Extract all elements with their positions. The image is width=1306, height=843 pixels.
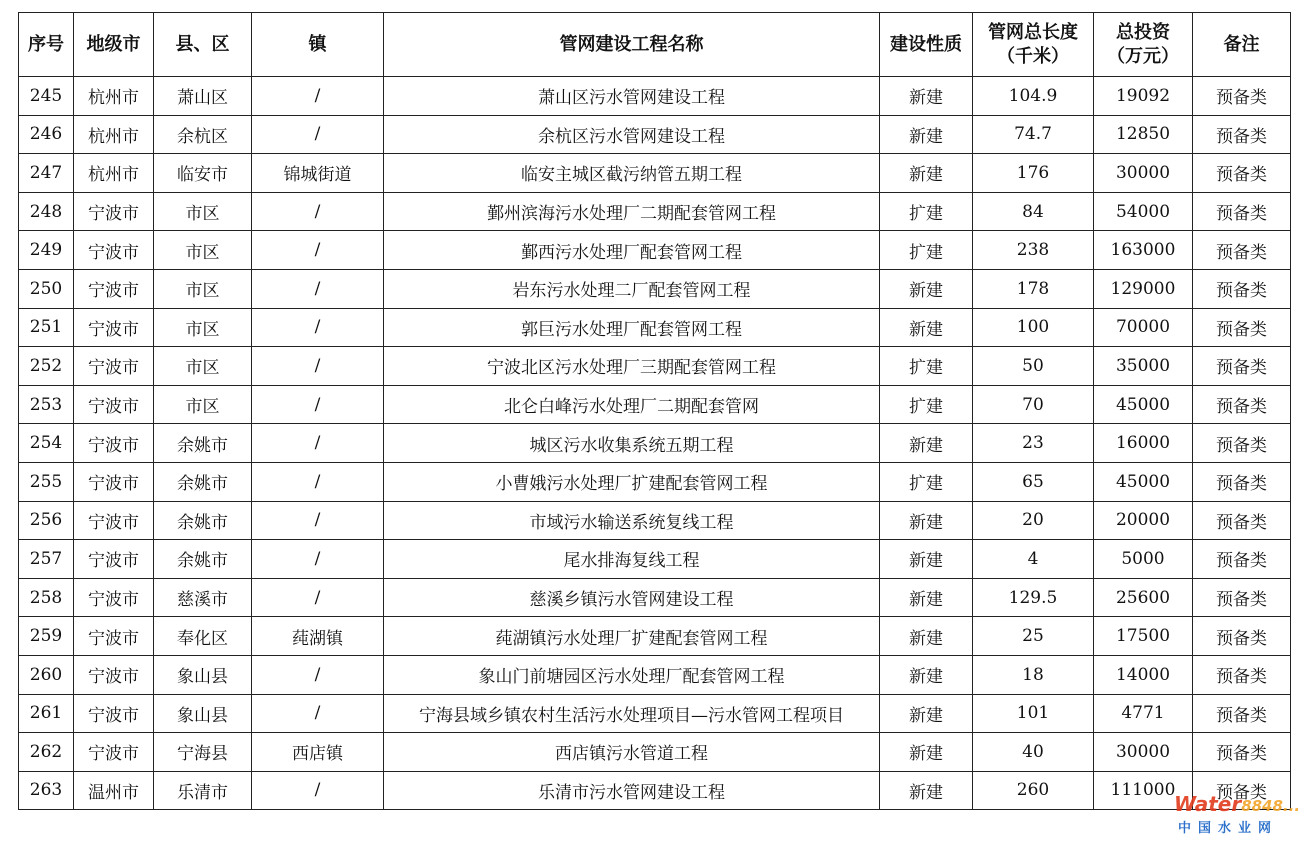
serial-cell: 248 xyxy=(19,192,74,231)
length-cell: 25 xyxy=(973,617,1094,656)
city-cell: 宁波市 xyxy=(74,733,154,772)
city-cell: 宁波市 xyxy=(74,617,154,656)
town-cell: 锦城街道 xyxy=(252,154,384,193)
construction-type-cell: 新建 xyxy=(880,115,973,154)
remark-cell: 预备类 xyxy=(1193,231,1291,270)
investment-cell: 45000 xyxy=(1094,462,1193,501)
length-cell: 50 xyxy=(973,347,1094,386)
project-name-cell: 鄞州滨海污水处理厂二期配套管网工程 xyxy=(384,192,880,231)
city-cell: 宁波市 xyxy=(74,462,154,501)
project-name-cell: 宁波北区污水处理厂三期配套管网工程 xyxy=(384,347,880,386)
serial-cell: 259 xyxy=(19,617,74,656)
city-cell: 宁波市 xyxy=(74,347,154,386)
table-row xyxy=(19,540,1291,579)
construction-type-cell: 新建 xyxy=(880,694,973,733)
investment-cell: 54000 xyxy=(1094,192,1193,231)
length-cell: 178 xyxy=(973,269,1094,308)
investment-cell: 16000 xyxy=(1094,424,1193,463)
construction-type-cell: 新建 xyxy=(880,578,973,617)
project-name-cell: 临安主城区截污纳管五期工程 xyxy=(384,154,880,193)
project-name-cell: 西店镇污水管道工程 xyxy=(384,733,880,772)
serial-cell: 258 xyxy=(19,578,74,617)
town-cell: 西店镇 xyxy=(252,733,384,772)
investment-cell: 19092 xyxy=(1094,77,1193,116)
city-cell: 宁波市 xyxy=(74,269,154,308)
header-label: 备注 xyxy=(1223,33,1260,55)
remark-cell: 预备类 xyxy=(1193,694,1291,733)
project-name-cell: 北仑白峰污水处理厂二期配套管网 xyxy=(384,385,880,424)
city-cell: 杭州市 xyxy=(74,77,154,116)
investment-cell: 70000 xyxy=(1094,308,1193,347)
length-cell: 129.5 xyxy=(973,578,1094,617)
town-cell: / xyxy=(252,269,384,308)
construction-type-cell: 新建 xyxy=(880,540,973,579)
col-length-header xyxy=(973,13,1094,77)
length-cell: 18 xyxy=(973,655,1094,694)
construction-type-cell: 新建 xyxy=(880,308,973,347)
county-cell: 余姚市 xyxy=(154,462,252,501)
project-name-cell: 乐清市污水管网建设工程 xyxy=(384,771,880,810)
investment-cell: 17500 xyxy=(1094,617,1193,656)
header-unit: （千米） xyxy=(997,45,1069,67)
remark-cell: 预备类 xyxy=(1193,308,1291,347)
town-cell: / xyxy=(252,694,384,733)
col-serial-header xyxy=(19,13,74,77)
col-town-header xyxy=(252,13,384,77)
construction-type-cell: 新建 xyxy=(880,771,973,810)
project-name-cell: 余杭区污水管网建设工程 xyxy=(384,115,880,154)
col-county-header xyxy=(154,13,252,77)
watermark-subtitle: 中国水业网 xyxy=(1178,821,1279,836)
table-row xyxy=(19,733,1291,772)
col-construction-type-header xyxy=(880,13,973,77)
construction-type-cell: 扩建 xyxy=(880,462,973,501)
header-label: 总投资 xyxy=(1116,21,1170,43)
construction-type-cell: 新建 xyxy=(880,655,973,694)
table-row xyxy=(19,694,1291,733)
county-cell: 宁海县 xyxy=(154,733,252,772)
serial-cell: 260 xyxy=(19,655,74,694)
construction-type-cell: 扩建 xyxy=(880,385,973,424)
county-cell: 市区 xyxy=(154,308,252,347)
table-row xyxy=(19,347,1291,386)
construction-type-cell: 扩建 xyxy=(880,192,973,231)
length-cell: 260 xyxy=(973,771,1094,810)
remark-cell: 预备类 xyxy=(1193,540,1291,579)
construction-type-cell: 新建 xyxy=(880,424,973,463)
project-name-cell: 慈溪乡镇污水管网建设工程 xyxy=(384,578,880,617)
header-unit: （万元） xyxy=(1107,45,1179,67)
remark-cell: 预备类 xyxy=(1193,347,1291,386)
county-cell: 市区 xyxy=(154,231,252,270)
table-header-row xyxy=(19,13,1291,77)
county-cell: 象山县 xyxy=(154,694,252,733)
header-label: 管网建设工程名称 xyxy=(559,33,704,55)
town-cell: / xyxy=(252,231,384,270)
length-cell: 100 xyxy=(973,308,1094,347)
county-cell: 市区 xyxy=(154,192,252,231)
header-label: 建设性质 xyxy=(890,33,962,55)
table-row xyxy=(19,154,1291,193)
city-cell: 宁波市 xyxy=(74,192,154,231)
length-cell: 23 xyxy=(973,424,1094,463)
city-cell: 宁波市 xyxy=(74,308,154,347)
city-cell: 宁波市 xyxy=(74,578,154,617)
table-row xyxy=(19,462,1291,501)
town-cell: / xyxy=(252,655,384,694)
town-cell: / xyxy=(252,308,384,347)
town-cell: / xyxy=(252,424,384,463)
length-cell: 70 xyxy=(973,385,1094,424)
construction-type-cell: 扩建 xyxy=(880,347,973,386)
col-remark-header xyxy=(1193,13,1291,77)
remark-cell: 预备类 xyxy=(1193,617,1291,656)
town-cell: / xyxy=(252,501,384,540)
county-cell: 慈溪市 xyxy=(154,578,252,617)
construction-type-cell: 新建 xyxy=(880,733,973,772)
county-cell: 余姚市 xyxy=(154,424,252,463)
serial-cell: 252 xyxy=(19,347,74,386)
project-name-cell: 宁海县域乡镇农村生活污水处理项目—污水管网工程项目 xyxy=(384,694,880,733)
construction-type-cell: 新建 xyxy=(880,77,973,116)
construction-type-cell: 扩建 xyxy=(880,231,973,270)
serial-cell: 262 xyxy=(19,733,74,772)
investment-cell: 12850 xyxy=(1094,115,1193,154)
remark-cell: 预备类 xyxy=(1193,269,1291,308)
county-cell: 象山县 xyxy=(154,655,252,694)
city-cell: 杭州市 xyxy=(74,154,154,193)
remark-cell: 预备类 xyxy=(1193,192,1291,231)
length-cell: 176 xyxy=(973,154,1094,193)
header-label: 管网总长度 xyxy=(988,21,1078,43)
town-cell: / xyxy=(252,347,384,386)
project-name-cell: 鄞西污水处理厂配套管网工程 xyxy=(384,231,880,270)
county-cell: 余姚市 xyxy=(154,501,252,540)
length-cell: 65 xyxy=(973,462,1094,501)
header-label: 地级市 xyxy=(86,33,141,55)
investment-cell: 35000 xyxy=(1094,347,1193,386)
town-cell: / xyxy=(252,462,384,501)
project-name-cell: 岩东污水处理二厂配套管网工程 xyxy=(384,269,880,308)
city-cell: 宁波市 xyxy=(74,385,154,424)
remark-cell: 预备类 xyxy=(1193,115,1291,154)
remark-cell: 预备类 xyxy=(1193,77,1291,116)
table-row xyxy=(19,501,1291,540)
serial-cell: 250 xyxy=(19,269,74,308)
project-name-cell: 郭巨污水处理厂配套管网工程 xyxy=(384,308,880,347)
serial-cell: 255 xyxy=(19,462,74,501)
investment-cell: 30000 xyxy=(1094,733,1193,772)
table-body xyxy=(19,77,1291,810)
watermark-logo-main: Water xyxy=(1174,792,1242,816)
table-row xyxy=(19,115,1291,154)
remark-cell: 预备类 xyxy=(1193,385,1291,424)
remark-cell: 预备类 xyxy=(1193,424,1291,463)
county-cell: 余杭区 xyxy=(154,115,252,154)
investment-cell: 14000 xyxy=(1094,655,1193,694)
construction-type-cell: 新建 xyxy=(880,154,973,193)
town-cell: / xyxy=(252,115,384,154)
town-cell: / xyxy=(252,385,384,424)
remark-cell: 预备类 xyxy=(1193,655,1291,694)
city-cell: 宁波市 xyxy=(74,655,154,694)
remark-cell: 预备类 xyxy=(1193,733,1291,772)
table-row xyxy=(19,424,1291,463)
watermark-logo-tail: 8848... xyxy=(1241,797,1301,815)
length-cell: 4 xyxy=(973,540,1094,579)
serial-cell: 249 xyxy=(19,231,74,270)
watermark xyxy=(1172,790,1302,838)
remark-cell: 预备类 xyxy=(1193,154,1291,193)
city-cell: 宁波市 xyxy=(74,501,154,540)
county-cell: 市区 xyxy=(154,347,252,386)
town-cell: / xyxy=(252,192,384,231)
project-name-cell: 萧山区污水管网建设工程 xyxy=(384,77,880,116)
remark-cell: 预备类 xyxy=(1193,462,1291,501)
town-cell: 莼湖镇 xyxy=(252,617,384,656)
length-cell: 40 xyxy=(973,733,1094,772)
table-row xyxy=(19,385,1291,424)
header-label: 镇 xyxy=(308,33,327,55)
col-investment-header xyxy=(1094,13,1193,77)
city-cell: 温州市 xyxy=(74,771,154,810)
investment-cell: 111000 xyxy=(1094,771,1193,810)
investment-cell: 163000 xyxy=(1094,231,1193,270)
table-row xyxy=(19,578,1291,617)
table-row xyxy=(19,77,1291,116)
length-cell: 74.7 xyxy=(973,115,1094,154)
length-cell: 84 xyxy=(973,192,1094,231)
table-row xyxy=(19,771,1291,810)
town-cell: / xyxy=(252,540,384,579)
length-cell: 104.9 xyxy=(973,77,1094,116)
project-name-cell: 莼湖镇污水处理厂扩建配套管网工程 xyxy=(384,617,880,656)
town-cell: / xyxy=(252,578,384,617)
table-row xyxy=(19,655,1291,694)
serial-cell: 263 xyxy=(19,771,74,810)
city-cell: 杭州市 xyxy=(74,115,154,154)
city-cell: 宁波市 xyxy=(74,694,154,733)
col-city-header xyxy=(74,13,154,77)
city-cell: 宁波市 xyxy=(74,424,154,463)
investment-cell: 30000 xyxy=(1094,154,1193,193)
table-row xyxy=(19,231,1291,270)
table-row xyxy=(19,308,1291,347)
construction-type-cell: 新建 xyxy=(880,269,973,308)
county-cell: 市区 xyxy=(154,385,252,424)
county-cell: 奉化区 xyxy=(154,617,252,656)
construction-type-cell: 新建 xyxy=(880,501,973,540)
project-name-cell: 小曹娥污水处理厂扩建配套管网工程 xyxy=(384,462,880,501)
investment-cell: 45000 xyxy=(1094,385,1193,424)
length-cell: 20 xyxy=(973,501,1094,540)
investment-cell: 129000 xyxy=(1094,269,1193,308)
construction-type-cell: 新建 xyxy=(880,617,973,656)
project-table xyxy=(18,12,1291,810)
watermark-logo xyxy=(1174,792,1300,816)
header-label: 县、区 xyxy=(175,33,230,55)
serial-cell: 247 xyxy=(19,154,74,193)
length-cell: 238 xyxy=(973,231,1094,270)
project-name-cell: 尾水排海复线工程 xyxy=(384,540,880,579)
serial-cell: 251 xyxy=(19,308,74,347)
city-cell: 宁波市 xyxy=(74,540,154,579)
investment-cell: 20000 xyxy=(1094,501,1193,540)
serial-cell: 253 xyxy=(19,385,74,424)
length-cell: 101 xyxy=(973,694,1094,733)
header-label: 序号 xyxy=(28,33,64,55)
remark-cell: 预备类 xyxy=(1193,501,1291,540)
table-row xyxy=(19,269,1291,308)
table-row xyxy=(19,617,1291,656)
project-name-cell: 市域污水输送系统复线工程 xyxy=(384,501,880,540)
county-cell: 临安市 xyxy=(154,154,252,193)
project-name-cell: 城区污水收集系统五期工程 xyxy=(384,424,880,463)
investment-cell: 4771 xyxy=(1094,694,1193,733)
remark-cell: 预备类 xyxy=(1193,578,1291,617)
table-row xyxy=(19,192,1291,231)
investment-cell: 25600 xyxy=(1094,578,1193,617)
serial-cell: 245 xyxy=(19,77,74,116)
serial-cell: 246 xyxy=(19,115,74,154)
town-cell: / xyxy=(252,77,384,116)
county-cell: 萧山区 xyxy=(154,77,252,116)
serial-cell: 256 xyxy=(19,501,74,540)
remark-cell: 预备类 xyxy=(1193,771,1291,810)
serial-cell: 254 xyxy=(19,424,74,463)
serial-cell: 261 xyxy=(19,694,74,733)
county-cell: 市区 xyxy=(154,269,252,308)
county-cell: 乐清市 xyxy=(154,771,252,810)
col-project-name-header xyxy=(384,13,880,77)
project-name-cell: 象山门前塘园区污水处理厂配套管网工程 xyxy=(384,655,880,694)
city-cell: 宁波市 xyxy=(74,231,154,270)
town-cell: / xyxy=(252,771,384,810)
investment-cell: 5000 xyxy=(1094,540,1193,579)
county-cell: 余姚市 xyxy=(154,540,252,579)
serial-cell: 257 xyxy=(19,540,74,579)
